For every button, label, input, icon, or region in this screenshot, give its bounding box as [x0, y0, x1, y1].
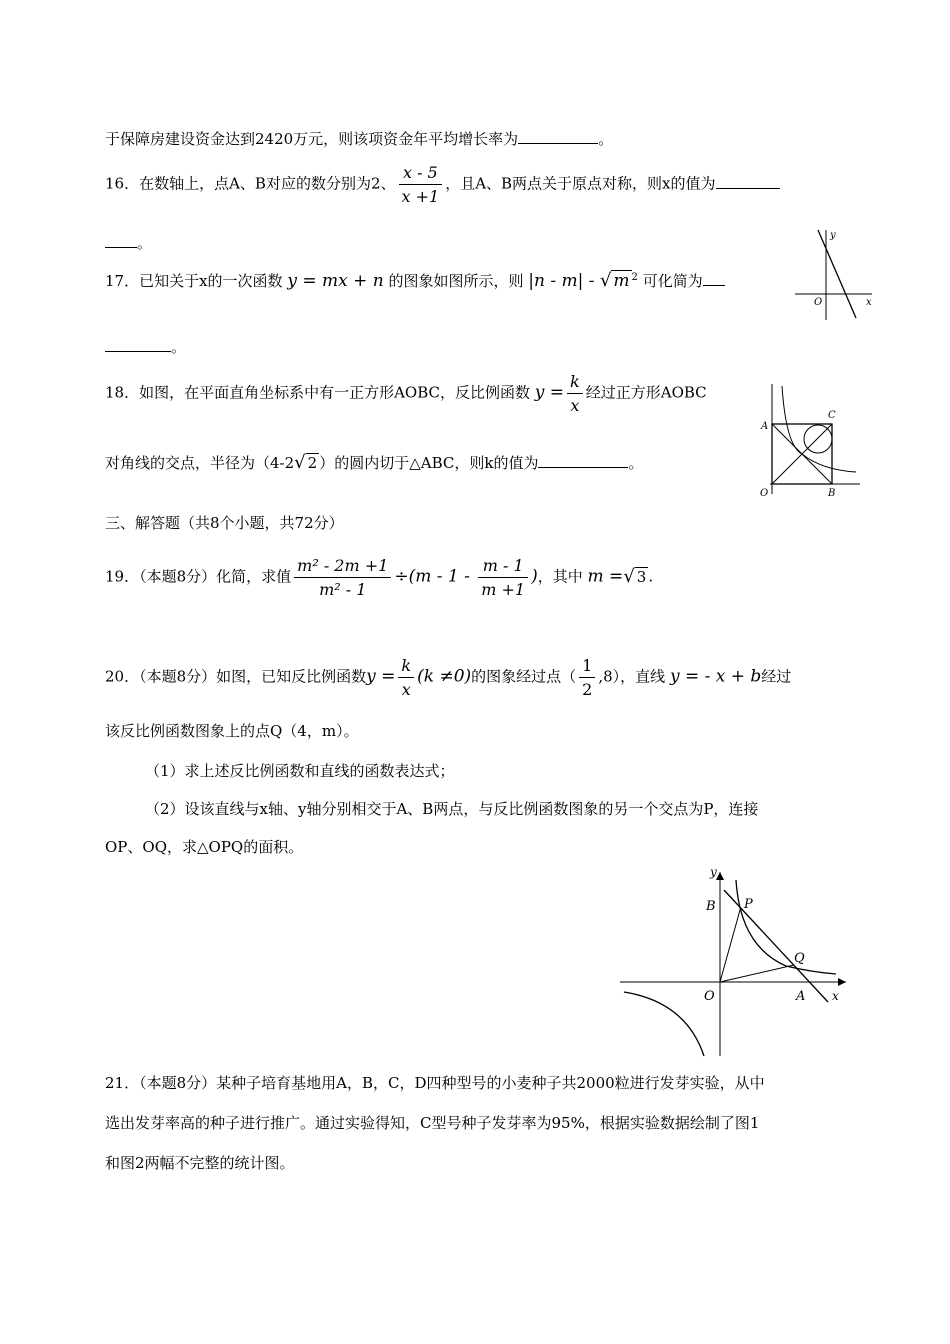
sqrt-2: √ 2: [294, 452, 318, 473]
q16-line: 16．在数轴上，点A、B对应的数分别为2、 $\frac{x - 5}{x +1}$ ，且A、B两点关于原点对称，则x的值为: [105, 163, 780, 206]
point-a-label: A: [796, 989, 806, 1004]
q20-line: 20．（本题8分）如图，已知反比例函数y = $\frac{k}{x}$ (k ≠0)的图象经过点（ $\frac{1}{2}$ ,8），直线 y = - x + b经过: [105, 656, 792, 699]
q19-fraction1: $\frac{\text{m² - 2m +1}}{\text{m² - 1}}$: [294, 556, 391, 599]
q17-line2: 。: [105, 336, 186, 357]
q21-line3: 和图2两幅不完整的统计图。: [105, 1154, 295, 1172]
origin-label: O: [704, 989, 715, 1004]
sqrt-m-squared: √ m $^2$: [599, 270, 638, 291]
q20-part2: （2）设该直线与x轴、y轴分别相交于A、B两点，与反比例函数图象的另一个交点为P，连接: [145, 800, 759, 818]
y-axis-label: y: [830, 230, 836, 241]
point-a-label: A: [761, 421, 769, 432]
sqrt-3: √ 3: [623, 565, 647, 587]
q21-line2: 选出发芽率高的种子进行推广。通过实验得知，C型号种子发芽率为95%，根据实验数据绘制了图1: [105, 1114, 760, 1132]
section-heading: 三、解答题（共8个小题，共72分）: [105, 514, 344, 532]
q18-line: 18．如图，在平面直角坐标系中有一正方形AOBC，反比例函数 y = $\frac{k}{x}$ 经过正方形AOBC: [105, 372, 707, 415]
answer-blank: [105, 233, 137, 248]
q20-part1: （1）求上述反比例函数和直线的函数表达式；: [145, 762, 455, 780]
point-b-label: B: [706, 899, 716, 914]
point-b-label: B: [828, 488, 836, 499]
answer-blank: [703, 271, 725, 286]
q16-line2: 。: [105, 232, 152, 253]
answer-blank: [716, 174, 780, 189]
q16-fraction: $\frac{x - 5}{x +1}$: [399, 163, 443, 206]
q17-linear-function-figure: [790, 226, 880, 322]
point-c-label: C: [828, 410, 836, 421]
point-q-label: Q: [794, 951, 805, 966]
x-axis-label: x: [866, 297, 872, 308]
q17-line: 17．已知关于x的一次函数 y = mx + n 的图象如图所示，则 |n - m| - √ m $^2$ 可化简为: [105, 270, 725, 291]
q20-part2-cont: OP、OQ，求△OPQ的面积。: [105, 838, 304, 856]
q20-line2: 该反比例函数图象上的点Q（4，m）。: [105, 722, 359, 740]
q20-inverse-function-figure: [616, 866, 850, 1060]
q19-fraction2: $\frac{m - 1}{m +1}$: [478, 556, 528, 599]
x-axis-label: x: [832, 989, 839, 1003]
q19-line: 19．（本题8分）化简，求值 $\frac{\text{m² - 2m +1}}{\text{m² - 1}}$ ÷(m - 1 - $\frac{m - 1}{m +1}$ )，其中 m =√ 3 .: [105, 556, 654, 599]
q18-square-circle-figure: [756, 380, 866, 500]
q15-line: 于保障房建设资金达到2420万元，则该项资金年平均增长率为 。: [105, 130, 614, 148]
q20-fraction: $\frac{k}{x}$: [398, 656, 414, 699]
answer-blank: [538, 453, 628, 468]
q18-line2: 对角线的交点，半径为（4-2√ 2 ）的圆内切于△ABC，则k的值为 。: [105, 452, 644, 473]
q20-point-fraction: $\frac{1}{2}$: [579, 656, 595, 699]
answer-blank: [105, 337, 171, 352]
q18-fraction: $\frac{k}{x}$: [567, 372, 583, 415]
y-axis-label: y: [710, 866, 717, 879]
origin-label: O: [760, 488, 769, 499]
answer-blank: [518, 129, 598, 144]
q21-line1: 21．（本题8分）某种子培育基地用A，B，C，D四种型号的小麦种子共2000粒进行发芽实验，从中: [105, 1074, 765, 1092]
origin-label: O: [814, 297, 823, 308]
point-p-label: P: [744, 897, 753, 912]
